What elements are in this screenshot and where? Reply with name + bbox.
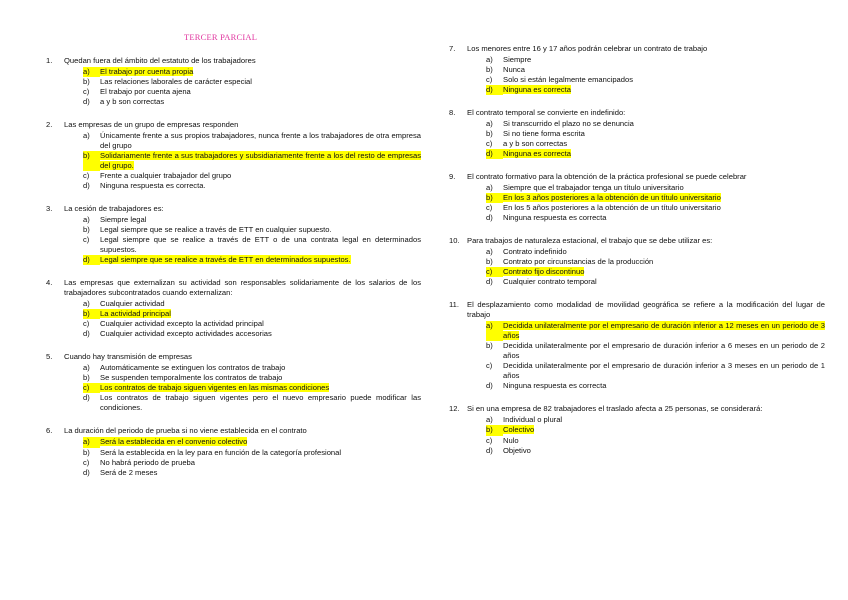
option-label: Individual o plural bbox=[503, 415, 563, 425]
option-letter: a) bbox=[486, 119, 493, 129]
question-text: El contrato temporal se convierte en indefinido: bbox=[467, 108, 626, 118]
option-letter: c) bbox=[83, 457, 90, 467]
option-text bbox=[100, 299, 421, 309]
option-letter: d) bbox=[83, 329, 90, 339]
option-text bbox=[100, 77, 421, 87]
question-5 bbox=[46, 352, 421, 413]
question-10 bbox=[449, 236, 825, 287]
question-text: El contrato formativo para la obtención de la práctica profesional se puede celebrar bbox=[467, 172, 747, 182]
question-number: 3. bbox=[46, 204, 53, 214]
answer-option bbox=[46, 151, 421, 171]
option-letter: b) bbox=[486, 425, 503, 435]
question-line bbox=[46, 56, 421, 66]
answer-option bbox=[46, 255, 421, 265]
option-letter: a) bbox=[83, 131, 90, 141]
question-line bbox=[449, 300, 825, 320]
option-label: En los 3 años posteriores a la obtención de un título universitario bbox=[503, 193, 721, 203]
option-label: En los 5 años posteriores a la obtención de un título universitario bbox=[503, 203, 721, 213]
option-label: El trabajo por cuenta propia bbox=[100, 67, 194, 77]
option-label: Las relaciones laborales de carácter especial bbox=[100, 77, 252, 87]
option-label: Ninguna respuesta es correcta bbox=[503, 381, 607, 391]
answer-option bbox=[449, 119, 825, 129]
answer-option bbox=[449, 139, 825, 149]
question-4 bbox=[46, 278, 421, 339]
option-label: Decidida unilateralmente por el empresario de duración inferior a 12 meses en un periodo de 3 años bbox=[503, 321, 825, 341]
option-letter: b) bbox=[486, 341, 493, 351]
option-letter: a) bbox=[83, 363, 90, 373]
option-letter: b) bbox=[486, 129, 493, 139]
option-label: Cualquier actividad excepto actividades accesorias bbox=[100, 329, 272, 339]
option-text bbox=[503, 139, 825, 149]
option-letter: c) bbox=[486, 75, 493, 85]
option-letter: b) bbox=[486, 65, 493, 75]
option-text bbox=[503, 361, 825, 381]
option-text-highlighted bbox=[503, 149, 825, 159]
option-text bbox=[100, 225, 421, 235]
option-text bbox=[100, 171, 421, 181]
option-label: Legal siempre que se realice a través de ETT o de una contrata legal en determinados supuestos. bbox=[100, 235, 421, 255]
question-text: Las empresas de un grupo de empresas responden bbox=[64, 120, 239, 130]
option-letter: c) bbox=[486, 361, 493, 371]
options-list bbox=[449, 119, 825, 159]
option-label: Decidida unilateralmente por el empresario de duración inferior a 6 meses en un periodo de 2 años bbox=[503, 341, 825, 361]
option-letter: b) bbox=[83, 151, 100, 171]
option-text bbox=[503, 183, 825, 193]
question-9 bbox=[449, 172, 825, 223]
option-letter: c) bbox=[486, 267, 503, 277]
option-text-highlighted bbox=[503, 267, 825, 277]
question-text: Para trabajos de naturaleza estacional, el trabajo que se debe utilizar es: bbox=[467, 236, 713, 246]
question-number: 6. bbox=[46, 426, 53, 436]
question-text: Quedan fuera del ámbito del estatuto de los trabajadores bbox=[64, 56, 256, 65]
question-line bbox=[46, 204, 421, 214]
option-label: Siempre legal bbox=[100, 215, 147, 225]
option-letter: c) bbox=[486, 139, 493, 149]
answer-option bbox=[449, 247, 825, 257]
answer-option bbox=[449, 203, 825, 213]
option-text-highlighted bbox=[100, 437, 421, 447]
question-line bbox=[46, 120, 421, 130]
option-label: La actividad principal bbox=[100, 309, 171, 319]
option-text bbox=[503, 129, 825, 139]
option-label: Contrato por circunstancias de la producción bbox=[503, 257, 654, 267]
option-letter: c) bbox=[486, 435, 493, 445]
option-text bbox=[100, 131, 421, 151]
answer-option bbox=[449, 129, 825, 139]
options-list bbox=[449, 247, 825, 287]
option-label: Legal siempre que se realice a través de ETT en determinados supuestos. bbox=[100, 255, 351, 265]
option-letter: d) bbox=[486, 85, 503, 95]
option-letter: a) bbox=[486, 415, 493, 425]
option-label: Cualquier actividad bbox=[100, 299, 165, 309]
answer-option bbox=[449, 446, 825, 456]
option-letter: d) bbox=[486, 149, 503, 159]
option-label: Siempre bbox=[503, 55, 532, 65]
answer-option bbox=[449, 75, 825, 85]
option-letter: a) bbox=[486, 247, 493, 257]
question-7 bbox=[449, 44, 825, 95]
option-letter: c) bbox=[83, 235, 90, 245]
answer-option bbox=[449, 65, 825, 75]
answer-option bbox=[46, 458, 421, 468]
question-number: 12. bbox=[449, 404, 460, 414]
answer-option bbox=[46, 299, 421, 309]
option-letter: d) bbox=[486, 213, 493, 223]
option-letter: d) bbox=[486, 277, 493, 287]
question-number: 8. bbox=[449, 108, 456, 118]
option-letter: d) bbox=[486, 381, 493, 391]
option-letter: c) bbox=[83, 319, 90, 329]
question-text: La cesión de trabajadores es: bbox=[64, 204, 164, 214]
option-letter: b) bbox=[83, 77, 90, 87]
option-label: Será de 2 meses bbox=[100, 467, 158, 477]
answer-option bbox=[449, 361, 825, 381]
option-text bbox=[100, 87, 421, 97]
option-label: Será la establecida en la ley para en función de la categoría profesional bbox=[100, 447, 342, 457]
option-letter: c) bbox=[83, 87, 90, 97]
option-letter: a) bbox=[83, 437, 100, 447]
option-letter: a) bbox=[486, 183, 493, 193]
answer-option bbox=[449, 55, 825, 65]
option-letter: a) bbox=[83, 215, 90, 225]
right-column bbox=[449, 44, 825, 469]
option-text-highlighted bbox=[100, 309, 421, 319]
option-letter: a) bbox=[83, 67, 100, 77]
question-number: 9. bbox=[449, 172, 456, 182]
option-text bbox=[503, 247, 825, 257]
option-text bbox=[100, 448, 421, 458]
option-label: Únicamente frente a sus propios trabajadores, nunca frente a los trabajadores de otra empresa del grupo bbox=[100, 131, 421, 151]
option-text bbox=[100, 235, 421, 255]
option-letter: d) bbox=[83, 97, 90, 107]
option-text bbox=[100, 393, 421, 413]
option-text bbox=[100, 97, 421, 107]
option-letter: c) bbox=[83, 171, 90, 181]
option-letter: b) bbox=[83, 373, 90, 383]
options-list bbox=[46, 437, 421, 477]
option-text-highlighted bbox=[100, 383, 421, 393]
question-line bbox=[449, 404, 825, 414]
option-letter: b) bbox=[83, 309, 100, 319]
options-list bbox=[449, 55, 825, 95]
answer-option bbox=[46, 363, 421, 373]
option-label: Contrato indefinido bbox=[503, 247, 567, 257]
answer-option bbox=[46, 329, 421, 339]
question-line bbox=[449, 108, 825, 118]
option-label: Frente a cualquier trabajador del grupo bbox=[100, 171, 232, 181]
option-text bbox=[100, 181, 421, 191]
options-list bbox=[449, 415, 825, 455]
answer-option bbox=[46, 309, 421, 319]
question-text: La duración del periodo de prueba si no viene establecida en el contrato bbox=[64, 426, 307, 436]
answer-option bbox=[46, 97, 421, 107]
question-text: Cuando hay transmisión de empresas bbox=[64, 352, 192, 362]
option-label: Colectivo bbox=[503, 425, 535, 435]
option-label: Ninguna es correcta bbox=[503, 149, 571, 159]
answer-option bbox=[449, 183, 825, 193]
options-list bbox=[46, 299, 421, 339]
question-3 bbox=[46, 204, 421, 265]
answer-option bbox=[46, 77, 421, 87]
question-text: Si en una empresa de 82 trabajadores el traslado afecta a 25 personas, se considerará: bbox=[467, 404, 763, 414]
option-letter: b) bbox=[83, 447, 90, 457]
option-label: Automáticamente se extinguen los contratos de trabajo bbox=[100, 363, 286, 373]
question-8 bbox=[449, 108, 825, 159]
option-letter: c) bbox=[83, 383, 100, 393]
option-text-highlighted bbox=[503, 321, 825, 341]
options-list bbox=[46, 215, 421, 265]
answer-option bbox=[46, 383, 421, 393]
options-list bbox=[46, 363, 421, 413]
option-label: a y b son correctas bbox=[100, 97, 165, 107]
question-12 bbox=[449, 404, 825, 455]
answer-option bbox=[46, 225, 421, 235]
option-text bbox=[503, 65, 825, 75]
question-number: 4. bbox=[46, 278, 53, 288]
answer-option bbox=[46, 373, 421, 383]
option-label: Solidariamente frente a sus trabajadores y subsidiariamente frente a los del resto de empresas del grupo. bbox=[100, 151, 421, 171]
option-label: Si no tiene forma escrita bbox=[503, 129, 585, 139]
option-letter: a) bbox=[486, 321, 503, 341]
option-text-highlighted bbox=[503, 425, 825, 435]
answer-option bbox=[449, 277, 825, 287]
question-11 bbox=[449, 300, 825, 391]
answer-option bbox=[46, 448, 421, 458]
options-list bbox=[46, 67, 421, 107]
answer-option bbox=[46, 393, 421, 413]
option-label: Los contratos de trabajo siguen vigentes pero el nuevo empresario puede modificar las condiciones. bbox=[100, 393, 421, 413]
option-letter: a) bbox=[486, 55, 493, 65]
question-line bbox=[46, 352, 421, 362]
option-letter: b) bbox=[486, 257, 493, 267]
option-label: Nunca bbox=[503, 65, 525, 75]
answer-option bbox=[46, 87, 421, 97]
question-line bbox=[449, 236, 825, 246]
question-2 bbox=[46, 120, 421, 191]
option-text bbox=[503, 277, 825, 287]
option-text bbox=[503, 436, 825, 446]
option-text bbox=[100, 468, 421, 478]
options-list bbox=[449, 183, 825, 223]
answer-option bbox=[46, 235, 421, 255]
answer-option bbox=[449, 381, 825, 391]
question-1 bbox=[46, 56, 421, 107]
question-number: 10. bbox=[449, 236, 460, 246]
option-text bbox=[100, 373, 421, 383]
answer-option bbox=[46, 437, 421, 447]
answer-option bbox=[46, 67, 421, 77]
option-label: Objetivo bbox=[503, 445, 531, 455]
answer-option bbox=[46, 181, 421, 191]
answer-option bbox=[46, 215, 421, 225]
option-label: Nulo bbox=[503, 435, 519, 445]
options-list bbox=[46, 131, 421, 191]
option-letter: a) bbox=[83, 299, 90, 309]
question-text: Los menores entre 16 y 17 años podrán celebrar un contrato de trabajo bbox=[467, 44, 708, 53]
option-text-highlighted bbox=[503, 85, 825, 95]
option-letter: b) bbox=[83, 225, 90, 235]
answer-option bbox=[46, 468, 421, 478]
question-number: 7. bbox=[449, 44, 456, 53]
option-label: a y b son correctas bbox=[503, 139, 568, 149]
question-text: El desplazamiento como modalidad de movilidad geográfica se refiere a la modificación del lugar de trabajo bbox=[467, 300, 825, 320]
answer-option bbox=[449, 321, 825, 341]
option-label: Ninguna respuesta es correcta bbox=[503, 213, 607, 223]
option-label: Si transcurrido el plazo no se denuncia bbox=[503, 119, 634, 129]
option-text-highlighted bbox=[503, 193, 825, 203]
option-letter: c) bbox=[486, 203, 493, 213]
option-text bbox=[503, 55, 825, 65]
option-label: Solo si están legalmente emancipados bbox=[503, 75, 634, 85]
question-line bbox=[449, 44, 825, 54]
question-number: 5. bbox=[46, 352, 53, 362]
answer-option bbox=[449, 85, 825, 95]
option-text-highlighted bbox=[100, 255, 421, 265]
page-title: TERCER PARCIAL bbox=[184, 32, 258, 42]
answer-option bbox=[449, 415, 825, 425]
option-label: Cualquier actividad excepto la actividad principal bbox=[100, 319, 264, 329]
option-text bbox=[503, 446, 825, 456]
option-label: Los contratos de trabajo siguen vigentes en las mismas condiciones bbox=[100, 383, 330, 393]
option-label: Legal siempre que se realice a través de ETT en cualquier supuesto. bbox=[100, 225, 332, 235]
option-label: Siempre que el trabajador tenga un título universitario bbox=[503, 183, 684, 193]
option-text bbox=[100, 319, 421, 329]
option-text-highlighted bbox=[100, 67, 421, 77]
option-label: Ninguna respuesta es correcta. bbox=[100, 181, 206, 191]
question-number: 1. bbox=[46, 56, 53, 65]
option-letter: d) bbox=[83, 181, 90, 191]
question-line bbox=[46, 278, 421, 298]
question-number: 2. bbox=[46, 120, 53, 130]
option-text bbox=[503, 203, 825, 213]
answer-option bbox=[46, 319, 421, 329]
answer-option bbox=[449, 267, 825, 277]
option-text bbox=[503, 341, 825, 361]
answer-option bbox=[46, 131, 421, 151]
question-number: 11. bbox=[449, 300, 459, 310]
option-text bbox=[100, 329, 421, 339]
option-text bbox=[503, 119, 825, 129]
question-line bbox=[46, 426, 421, 436]
answer-option bbox=[449, 213, 825, 223]
answer-option bbox=[449, 257, 825, 267]
options-list bbox=[449, 321, 825, 391]
question-line bbox=[449, 172, 825, 182]
option-letter: b) bbox=[486, 193, 503, 203]
option-text bbox=[503, 75, 825, 85]
option-letter: d) bbox=[83, 467, 90, 477]
answer-option bbox=[46, 171, 421, 181]
option-label: No habrá periodo de prueba bbox=[100, 457, 195, 467]
question-text: Las empresas que externalizan su actividad son responsables solidariamente de los salarios de los trabajadores subcontratados cuando externalizan: bbox=[64, 278, 421, 298]
answer-option bbox=[449, 425, 825, 435]
question-6 bbox=[46, 426, 421, 477]
option-letter: d) bbox=[83, 393, 90, 403]
option-text bbox=[503, 415, 825, 425]
option-text bbox=[503, 213, 825, 223]
option-letter: d) bbox=[486, 445, 493, 455]
option-label: Decidida unilateralmente por el empresario de duración inferior a 3 meses en un periodo de 1 años bbox=[503, 361, 825, 381]
option-label: Será la establecida en el convenio colectivo bbox=[100, 437, 248, 447]
option-text-highlighted bbox=[100, 151, 421, 171]
option-label: Contrato fijo discontinuo bbox=[503, 267, 585, 277]
answer-option bbox=[449, 436, 825, 446]
option-label: El trabajo por cuenta ajena bbox=[100, 87, 191, 97]
answer-option bbox=[449, 149, 825, 159]
option-text bbox=[100, 458, 421, 468]
option-text bbox=[503, 257, 825, 267]
option-text bbox=[503, 381, 825, 391]
answer-option bbox=[449, 341, 825, 361]
answer-option bbox=[449, 193, 825, 203]
left-column bbox=[46, 56, 421, 491]
option-label: Se suspenden temporalmente los contratos de trabajo bbox=[100, 373, 283, 383]
option-label: Ninguna es correcta bbox=[503, 85, 571, 95]
option-label: Cualquier contrato temporal bbox=[503, 277, 597, 287]
option-letter: d) bbox=[83, 255, 100, 265]
option-text bbox=[100, 215, 421, 225]
option-text bbox=[100, 363, 421, 373]
